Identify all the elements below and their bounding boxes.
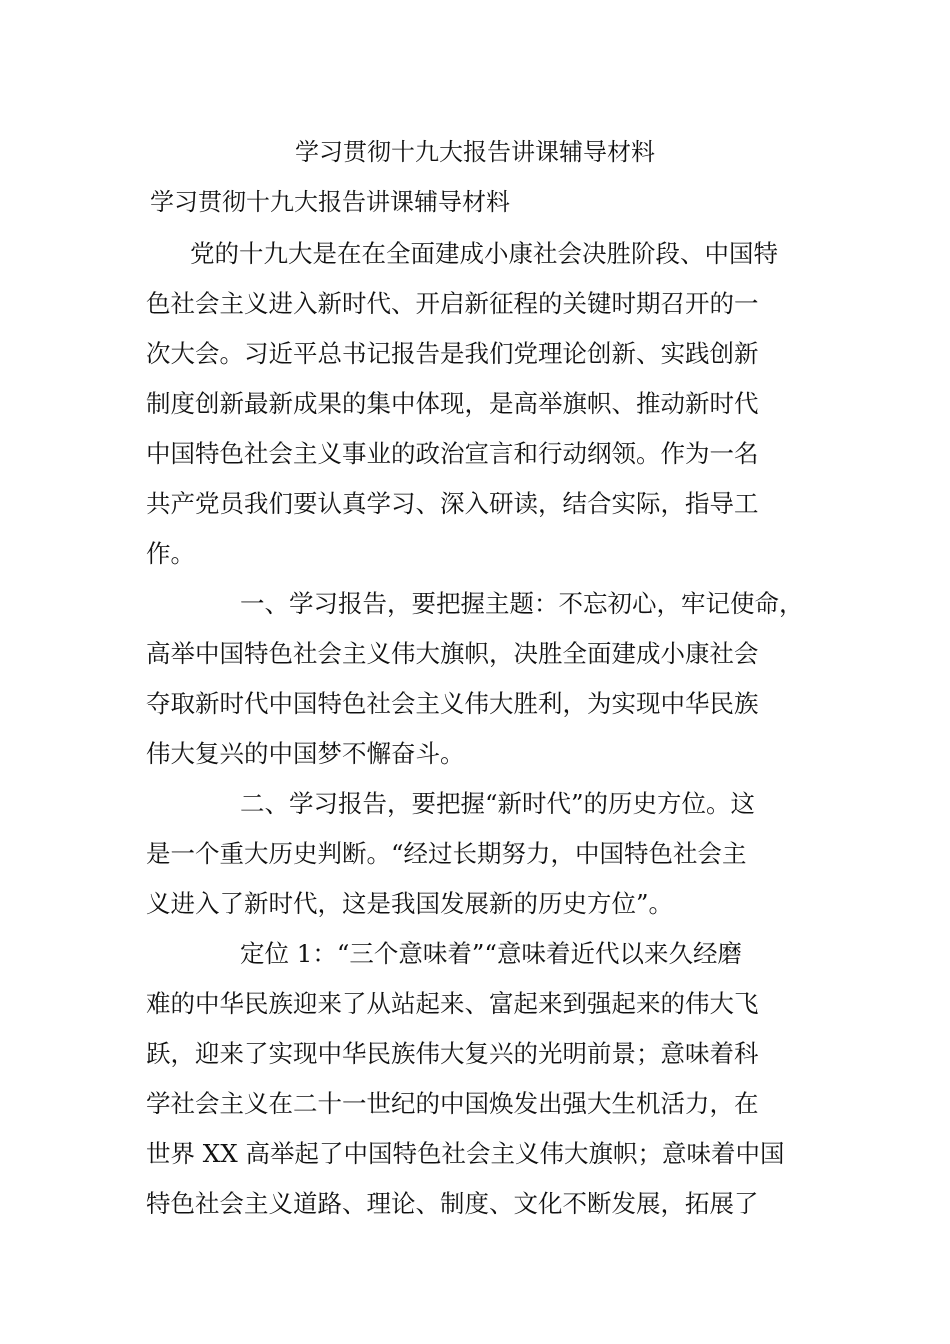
text-line: 伟大复兴的中国梦不懈奋斗。	[146, 739, 465, 768]
text-line: 夺取新时代中国特色社会主义伟大胜利，为实现中华民族	[146, 689, 759, 718]
text-line: 难的中华民族迎来了从站起来、富起来到强起来的伟大飞	[146, 989, 759, 1018]
text-line: 跃，迎来了实现中华民族伟大复兴的光明前景；意味着科	[146, 1039, 759, 1068]
text-line: 学社会主义在二十一世纪的中国焕发出强大生机活力，在	[146, 1089, 759, 1118]
text-line: 党的十九大是在在全面建成小康社会决胜阶段、中国特	[190, 239, 778, 268]
text-line: 制度创新最新成果的集中体现，是高举旗帜、推动新时代	[146, 389, 759, 418]
text-line: 中国特色社会主义事业的政治宣言和行动纲领。作为一名	[146, 439, 759, 468]
text-line: 是一个重大历史判断。“经过长期努力，中国特色社会主	[146, 839, 747, 868]
text-line: 特色社会主义道路、理论、制度、文化不断发展，拓展了	[146, 1189, 759, 1218]
document-subtitle: 学习贯彻十九大报告讲课辅导材料	[150, 188, 510, 216]
text-line: 色社会主义进入新时代、开启新征程的关键时期召开的一	[146, 289, 759, 318]
text-line: 定位 1：“三个意味着”“意味着近代以来久经磨	[240, 939, 742, 968]
text-line: 一、学习报告，要把握主题：不忘初心，牢记使命，	[240, 589, 804, 618]
document-body	[146, 229, 816, 1229]
document-title: 学习贯彻十九大报告讲课辅导材料	[295, 138, 655, 166]
text-line: 次大会。习近平总书记报告是我们党理论创新、实践创新	[146, 339, 759, 368]
text-line: 义进入了新时代，这是我国发展新的历史方位”。	[146, 889, 674, 918]
text-line: 作。	[146, 539, 195, 568]
text-line: 高举中国特色社会主义伟大旗帜，决胜全面建成小康社会	[146, 639, 759, 668]
text-line: 世界 XX 高举起了中国特色社会主义伟大旗帜；意味着中国	[146, 1139, 785, 1168]
text-line: 二、学习报告，要把握“新时代”的历史方位。这	[240, 789, 756, 818]
text-line: 共产党员我们要认真学习、深入研读，结合实际，指导工	[146, 489, 759, 518]
